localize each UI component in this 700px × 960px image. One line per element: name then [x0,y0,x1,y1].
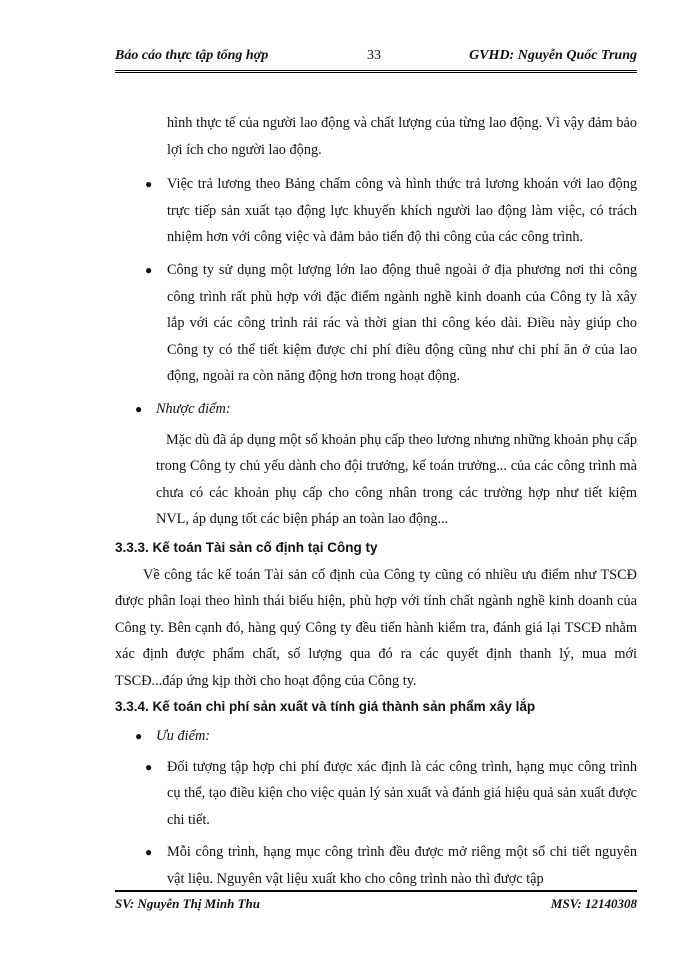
page-footer [115,890,637,914]
bullet-icon: ● [135,401,143,416]
footer-student: SV: Nguyễn Thị Minh Thu [115,896,260,911]
weakness-label: Nhược điểm: [156,400,231,417]
list-item [115,723,637,750]
list-item-text: Công ty sử dụng một lượng lớn lao động thuê ngoài ở địa phương nơi thi công công trình rất phù hợp với đặc điểm ngành nghề kinh doanh của Công ty là xây lắp với các công trình rải rác và thời gian thi công kéo dài. Điều này giúp cho Công ty có thể tiết kiệm được chi phí điều động cũng như chi phí ăn ở của lao động, ngoài ra còn năng động hơn trong hoạt động. [167,261,637,385]
paragraph-continued: hình thực tế của người lao động và chất lượng của từng lao động. Vì vậy đảm bảo lợi ích cho người lao động. [167,115,637,158]
bullet-icon: ● [145,845,153,860]
header-supervisor: GVHD: Nguyễn Quốc Trung [469,48,637,63]
list-item [115,171,637,251]
list-item [115,839,637,892]
bullet-icon: ● [145,759,153,774]
bullet-icon: ● [145,177,153,192]
bullet-icon: ● [135,729,143,744]
list-item-text: Đối tượng tập hợp chi phí được xác định là các công trình, hạng mục công trình cụ thể, tạo điều kiện cho việc quản lý sản xuất và đánh giá hiệu quả sản xuất được chi tiết. [167,758,637,828]
list-item [115,754,637,834]
strength-label: Ưu điểm: [156,728,211,745]
list-item-text: Việc trả lương theo Bảng chấm công và hình thức trả lương khoán với lao động trực tiếp sản xuất tạo động lực khuyến khích người lao động làm việc, có trách nhiệm hơn với công việc và đảm bảo tiến độ thi công của các công trình. [167,176,637,246]
weakness-paragraph: Mặc dù đã áp dụng một số khoản phụ cấp theo lương nhưng những khoản phụ cấp trong Công ty chủ yếu dành cho đội trưởng, kế toán trưởng... của các công trình mà chưa có các khoản phụ cấp cho công nhân trong các trường hợp như tiết kiệm NVL, áp dụng tốt các biện pháp an toàn lao động... [156,431,637,528]
section-heading-334: 3.3.4. Kế toán chi phí sản xuất và tính giá thành sản phẩm xây lắp [115,699,536,715]
list-item [115,396,637,423]
page-header [115,42,637,73]
bullet-icon: ● [145,262,153,277]
page-number: 33 [367,48,381,63]
header-report-title: Báo cáo thực tập tổng hợp [115,48,269,63]
section-paragraph-333: Về công tác kế toán Tài sản cố định của Công ty cũng có nhiều ưu điểm như TSCĐ được phân loại theo hình thái biểu hiện, phù hợp với tính chất ngành nghề kinh doanh của Công ty. Bên cạnh đó, hàng quý Công ty đều tiến hành kiểm tra, đánh giá lại TSCĐ nhằm xác định được phẩm chất, số lượng qua đó ra các quyết định thanh lý, mua mới TSCĐ...đáp ứng kịp thời cho hoạt động của Công ty. [115,566,637,689]
list-item [115,257,637,390]
list-item-text: Mỗi công trình, hạng mục công trình đều được mở riêng một sổ chi tiết nguyên vật liệu. Nguyên vật liệu xuất kho cho công trình nào thì được tập [167,844,637,888]
page-content [115,110,637,893]
footer-student-id: MSV: 12140308 [550,896,637,911]
section-heading-333: 3.3.3. Kế toán Tài sản cố định tại Công ty [115,539,378,555]
